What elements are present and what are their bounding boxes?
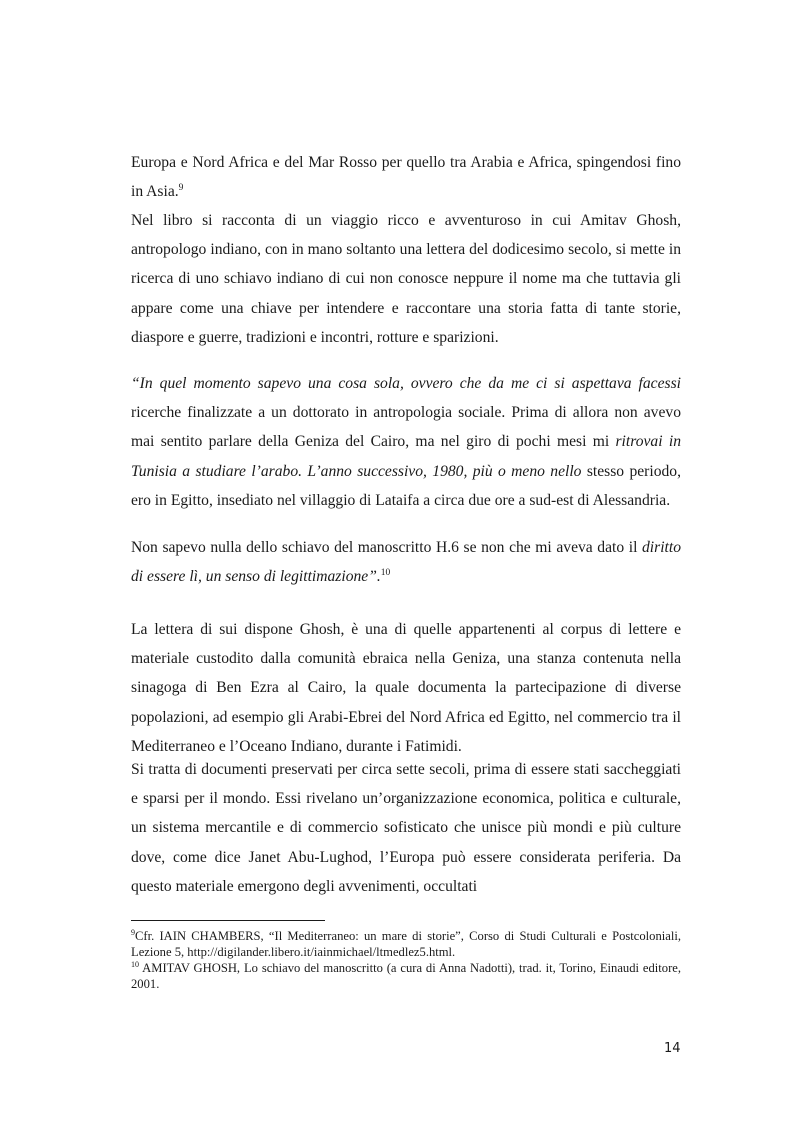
footnote-text: Cfr. IAIN CHAMBERS, “Il Mediterraneo: un mare di storie”, Corso di Studi Culturali e Postcoloniali, Lezione 5, http://digilander.libero.it/iainmichael/ltmedlez5.html. bbox=[131, 929, 681, 960]
quote-italic-part-1: “In quel momento sapevo una cosa sola, ovvero che da me ci si aspettava facessi bbox=[131, 375, 681, 392]
paragraph-book-summary: Nel libro si racconta di un viaggio ricco e avventuroso in cui Amitav Ghosh, antropologo indiano, con in mano soltanto una lettera del dodicesimo secolo, si mette in ricerca di uno schiavo indiano di cui non conosce neppure il nome ma che tuttavia gli appare come una chiave per intendere e raccontare una storia fatta di tante storie, diaspore e guerre, tradizioni e incontri, rotture e sparizioni. bbox=[131, 212, 681, 346]
footnote-ref-10[interactable]: 10 bbox=[380, 568, 391, 579]
paragraph-documents: Si tratta di documenti preservati per circa sette secoli, prima di essere stati saccheggiati e sparsi per il mondo. Essi rivelano un’organizzazione economica, politica e culturale, un sistema mercantile e di commercio sofisticato che unisce più mondi e più culture dove, come dice Janet Abu-Lughod, l’Europa può essere considerata periferia. Da questo materiale emergono degli avvenimenti, occultati bbox=[131, 761, 681, 895]
quote-part-4: stesso periodo, ero in Egitto, insediato nel villaggio di Lataifa a circa due ore a sud-est di Alessandria. bbox=[131, 462, 681, 509]
paragraph-text: Europa e Nord Africa e del Mar Rosso per quello tra Arabia e Africa, spingendosi fino in Asia. bbox=[131, 154, 681, 201]
quote-line-2b-italic: diritto di essere lì, un senso di legittimazione”. bbox=[131, 539, 681, 586]
footnote-number: 9 bbox=[131, 927, 135, 937]
paragraph-intro-continuation bbox=[131, 148, 681, 206]
quote-part-2: ricerche finalizzate a un dottorato in antropologia sociale. Prima di allora non avevo mai sentito parlare della Geniza del Cairo, ma nel giro di pochi mesi mi bbox=[131, 404, 681, 451]
block-quote-ghosh bbox=[131, 369, 681, 515]
page-number: 14 bbox=[664, 1041, 681, 1056]
footnote-separator bbox=[131, 920, 325, 921]
footnote-ref-9[interactable]: 9 bbox=[178, 183, 184, 194]
paragraph-geniza-letter: La lettera di sui dispone Ghosh, è una di quelle appartenenti al corpus di lettere e materiale custodito dalla comunità ebraica nella Geniza, una stanza contenuta nella sinagoga di Ben Ezra al Cairo, la quale documenta la partecipazione di diverse popolazioni, ad esempio gli Arabi-Ebrei del Nord Africa ed Egitto, nel commercio tra il Mediterraneo e l’Oceano Indiano, durante i Fatimidi. bbox=[131, 621, 681, 755]
quote-italic-part-3: ritrovai in Tunisia a studiare l’arabo. L’anno successivo, 1980, più o meno nello bbox=[131, 433, 681, 480]
quote-line-2a: Non sapevo nulla dello schiavo del manoscritto H.6 se non che mi aveva dato il bbox=[131, 539, 642, 556]
footnote-text: AMITAV GHOSH, Lo schiavo del manoscritto (a cura di Anna Nadotti), trad. it, Torino, Einaudi editore, 2001. bbox=[131, 961, 681, 992]
footnote-10 bbox=[131, 960, 681, 992]
block-quote-ghosh-end bbox=[131, 533, 681, 591]
footnote-9 bbox=[131, 928, 681, 960]
footnote-number: 10 bbox=[131, 959, 139, 969]
